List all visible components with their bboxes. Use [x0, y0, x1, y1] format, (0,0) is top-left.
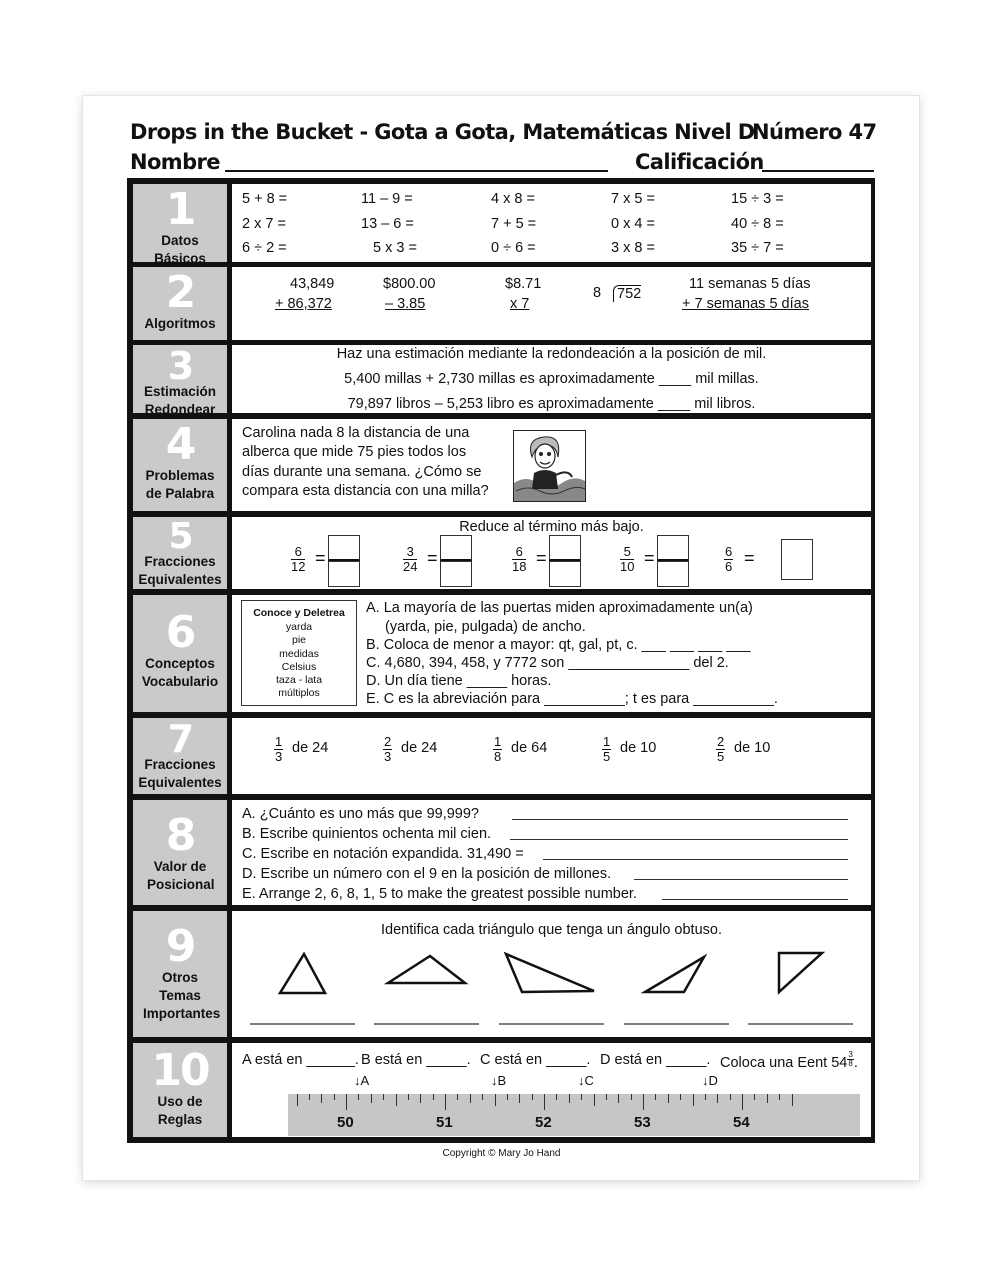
multiplicand: $8.71: [505, 276, 542, 292]
word-problem-line: alberca que mide 75 pies todos los: [242, 444, 467, 460]
fact: 15 ÷ 3 =: [731, 191, 784, 207]
ruler-tick: [433, 1094, 434, 1100]
ruler-question-d: D está en _____.: [600, 1052, 711, 1068]
fraction: $\frac{6}{18}$: [512, 544, 527, 574]
fraction: $\frac{6}{6}$: [725, 544, 733, 574]
section-number: 4: [165, 419, 195, 470]
ruler-tick: [717, 1094, 718, 1103]
triangle-4: [645, 957, 704, 992]
time-top: 11 semanas 5 días: [689, 276, 811, 292]
ruler-tick: [371, 1094, 372, 1103]
ruler-tick: [309, 1094, 310, 1100]
numerator-answer-box[interactable]: [440, 535, 472, 561]
place-value-item-b: B. Escribe quinientos ochenta mil cien.: [242, 826, 492, 842]
section-label-9: [133, 911, 227, 1037]
section-number: 2: [165, 267, 195, 318]
fact: 3 x 8 =: [611, 240, 655, 256]
answer-line[interactable]: [662, 899, 848, 900]
ruler-tick: [346, 1094, 347, 1110]
concept-item-c: C. 4,680, 394, 458, y 7772 son _______________ del 2.: [366, 655, 729, 671]
fact: 11 – 9 =: [361, 191, 413, 207]
ruler-tick: [556, 1094, 557, 1100]
section-label-4: [133, 419, 227, 511]
ruler-number: 52: [535, 1114, 552, 1131]
section-label-1: [133, 184, 227, 266]
ruler-tick: [680, 1094, 681, 1100]
ruler: [288, 1094, 860, 1136]
ruler-tick: [606, 1094, 607, 1100]
ruler-tick: [569, 1094, 570, 1103]
mixed-fraction: $\frac{3}{8}$: [848, 1050, 853, 1068]
ruler-tick: [544, 1094, 545, 1110]
fraction: $\frac{1}{8}$: [494, 734, 502, 764]
section-content-7: [232, 718, 871, 794]
addend-top: 43,849: [290, 276, 335, 292]
section-name: Datos Básicos: [154, 233, 206, 266]
ruler-question-b: B está en _____.: [361, 1052, 471, 1068]
ruler-tick: [482, 1094, 483, 1100]
concept-item-a: A. La mayoría de las puertas miden aproximadamente un(a): [366, 600, 753, 616]
fact: 2 x 7 =: [242, 216, 286, 232]
concept-item-b: B. Coloca de menor a mayor: qt, gal, pt, c. ___ ___ ___ ___: [366, 637, 751, 653]
fact: 6 ÷ 2 =: [242, 240, 287, 256]
answer-line[interactable]: [512, 819, 848, 820]
ruler-tick: [693, 1094, 694, 1106]
worksheet-number: Número 47: [752, 120, 877, 144]
triangles: [232, 940, 871, 1035]
ruler-tick: [631, 1094, 632, 1100]
word-problem-line: compara esta distancia con una milla?: [242, 483, 489, 499]
estimation-problem-2: 79,897 libros – 5,253 libro es aproximadamente ____ mil libros.: [347, 396, 756, 412]
triangle-5: [779, 953, 822, 992]
ruler-number: 50: [337, 1114, 354, 1131]
ruler-tick: [321, 1094, 322, 1103]
numerator-answer-box[interactable]: [549, 535, 581, 561]
section-name: Fracciones Equivalentes: [138, 554, 222, 587]
copyright: Copyright © Mary Jo Hand: [442, 1148, 561, 1159]
grade-label: Calificación: [635, 150, 764, 174]
section-number: 8: [165, 810, 195, 861]
fact: 5 + 8 =: [242, 191, 288, 207]
section-label-2: [133, 267, 227, 340]
fraction: $\frac{6}{12}$: [291, 544, 306, 574]
triangle-2: [388, 956, 465, 983]
section-name: Otros Temas Importantes: [143, 970, 221, 1021]
vocabulary-word: múltiplos: [278, 687, 320, 700]
divisor: 8: [593, 285, 602, 301]
fact: 40 ÷ 8 =: [731, 216, 784, 232]
estimation-instruction: Haz una estimación mediante la redondeación a la posición de mil.: [336, 346, 767, 362]
fraction-of-text: de 10: [620, 740, 657, 756]
ruler-tick: [396, 1094, 397, 1106]
fact: 0 x 4 =: [611, 216, 655, 232]
vocabulary-word: Celsius: [281, 660, 317, 673]
ruler-question-e-text: Coloca una Eent 54: [720, 1055, 848, 1071]
fact: 5 x 3 =: [373, 240, 417, 256]
ruler-tick: [408, 1094, 409, 1100]
section-name: Valor de Posicional: [147, 859, 215, 892]
marker-b: ↓B: [491, 1073, 507, 1088]
triangle-instruction: Identifica cada triángulo que tenga un ángulo obtuso.: [380, 922, 722, 938]
vocabulary-title: Conoce y Deletrea: [253, 607, 345, 619]
estimation-problem-1: 5,400 millas + 2,730 millas es aproximadamente ____ mil millas.: [344, 371, 759, 387]
fraction: $\frac{1}{5}$: [603, 734, 611, 764]
vocabulary-box: [241, 600, 357, 706]
place-value-item-e: E. Arrange 2, 6, 8, 1, 5 to make the greatest possible number.: [242, 886, 637, 902]
section-name: Fracciones Equivalentes: [138, 757, 222, 790]
section-name: Algoritmos: [144, 316, 216, 331]
ruler-tick: [519, 1094, 520, 1103]
fraction-of-text: de 64: [511, 740, 548, 756]
ruler-tick: [358, 1094, 359, 1100]
answer-line[interactable]: [634, 879, 848, 880]
equals-sign: =: [744, 548, 755, 568]
fraction: $\frac{1}{3}$: [275, 734, 283, 764]
section-name: Uso de Reglas: [157, 1094, 203, 1127]
ruler-tick: [779, 1094, 780, 1100]
section-label-10: [133, 1043, 227, 1137]
equals-sign: =: [644, 548, 655, 568]
equals-sign: =: [427, 548, 438, 568]
fact: 13 – 6 =: [361, 216, 414, 232]
marker-d: ↓D: [702, 1073, 718, 1088]
grade-line[interactable]: [762, 170, 874, 172]
section-number: 5: [168, 516, 192, 557]
ruler-number: 54: [733, 1114, 750, 1131]
ruler-tick: [470, 1094, 471, 1103]
concept-item-d: D. Un día tiene _____ horas.: [366, 673, 552, 689]
section-label-3: [133, 344, 227, 417]
marker-a: ↓A: [354, 1073, 370, 1088]
concept-item-e: E. C es la abreviación para __________; t es para __________.: [366, 691, 778, 707]
section-number: 1: [165, 184, 195, 235]
section-label-7: [133, 718, 227, 794]
name-label: Nombre: [130, 150, 220, 174]
ruler-tick: [668, 1094, 669, 1103]
reduce-instruction: Reduce al término más bajo.: [459, 519, 644, 535]
fraction: $\frac{2}{5}$: [717, 734, 725, 764]
ruler-question-c: C está en _____.: [480, 1052, 591, 1068]
section-name: Conceptos Vocabulario: [141, 656, 219, 689]
ruler-tick: [495, 1094, 496, 1106]
swimmer-illustration: [513, 430, 586, 502]
place-value-item-a: A. ¿Cuánto es uno más que 99,999?: [242, 806, 479, 822]
ruler-tick: [334, 1094, 335, 1100]
equals-sign: =: [536, 548, 547, 568]
ruler-tick: [594, 1094, 595, 1106]
vocabulary-word: pie: [291, 634, 306, 647]
answer-line[interactable]: [510, 839, 848, 840]
ruler-tick: [297, 1094, 298, 1106]
ruler-tick: [730, 1094, 731, 1100]
section-number: 3: [167, 344, 193, 388]
vocabulary-word: taza - lata: [275, 674, 323, 687]
triangle-3: [506, 954, 594, 992]
ruler-tick: [767, 1094, 768, 1103]
concept-item-a-cont: (yarda, pie, pulgada) de ancho.: [385, 619, 586, 635]
denominator-answer-box[interactable]: [440, 561, 472, 587]
name-line[interactable]: [225, 170, 608, 172]
section-label-8: [133, 800, 227, 905]
ruler-number: 53: [634, 1114, 651, 1131]
place-value-item-d: D. Escribe un número con el 9 en la posición de millones.: [242, 866, 612, 882]
equals-sign: =: [315, 548, 326, 568]
section-number: 7: [167, 717, 193, 761]
denominator-answer-box[interactable]: [328, 561, 360, 587]
fact: 35 ÷ 7 =: [731, 240, 784, 256]
numerator-answer-box[interactable]: [657, 535, 689, 561]
ruler-tick: [754, 1094, 755, 1100]
ruler-tick: [792, 1094, 793, 1106]
section-name: Problemas de Palabra: [145, 468, 215, 501]
fraction: $\frac{3}{24}$: [403, 544, 418, 574]
fact: 7 x 5 =: [611, 191, 655, 207]
ruler-tick: [507, 1094, 508, 1100]
ruler-tick: [445, 1094, 446, 1110]
section-number: 6: [165, 607, 195, 658]
section-number: 10: [151, 1045, 209, 1096]
vocabulary-word: medidas: [279, 647, 319, 660]
multiplier: x 7: [510, 296, 530, 312]
vocabulary-word: yarda: [285, 621, 313, 634]
section-name: Estimación Redondear: [143, 384, 217, 417]
ruler-tick: [457, 1094, 458, 1100]
fraction-of-text: de 10: [734, 740, 771, 756]
whole-answer-box[interactable]: [781, 539, 813, 580]
ruler-tick: [618, 1094, 619, 1103]
answer-line[interactable]: [543, 859, 848, 860]
triangle-1: [280, 954, 325, 993]
ruler-question-e: Coloca una Eent 54 $\frac{3}{8}$.: [720, 1050, 858, 1071]
minuend: $800.00: [383, 276, 436, 292]
section-label-5: [133, 517, 227, 589]
ruler-number: 51: [436, 1114, 453, 1131]
addend-bottom: + 86,372: [275, 296, 332, 312]
fraction: $\frac{2}{3}$: [384, 734, 392, 764]
time-bottom: + 7 semanas 5 días: [682, 296, 809, 312]
ruler-tick: [420, 1094, 421, 1103]
section-number: 9: [165, 921, 195, 972]
denominator-answer-box[interactable]: [657, 561, 689, 587]
denominator-answer-box[interactable]: [549, 561, 581, 587]
subtrahend: – 3.85: [385, 296, 426, 312]
fact: 4 x 8 =: [491, 191, 535, 207]
section-label-6: [133, 595, 227, 712]
fraction-of-text: de 24: [292, 740, 329, 756]
ruler-question-a: A está en ______.: [242, 1052, 359, 1068]
dividend: 752: [613, 285, 641, 302]
ruler-tick: [655, 1094, 656, 1100]
marker-c: ↓C: [578, 1073, 594, 1088]
ruler-tick: [643, 1094, 644, 1110]
word-problem-line: días durante una semana. ¿Cómo se: [242, 464, 482, 480]
place-value-item-c: C. Escribe en notación expandida. 31,490 =: [242, 846, 524, 862]
fact: 7 + 5 =: [491, 216, 537, 232]
ruler-tick: [705, 1094, 706, 1100]
fact: 0 ÷ 6 =: [491, 240, 536, 256]
ruler-tick: [581, 1094, 582, 1100]
fraction-of-text: de 24: [401, 740, 438, 756]
numerator-answer-box[interactable]: [328, 535, 360, 561]
ruler-tick: [383, 1094, 384, 1100]
fraction: $\frac{5}{10}$: [620, 544, 635, 574]
ruler-tick: [532, 1094, 533, 1100]
word-problem-line: Carolina nada 8 la distancia de una: [242, 425, 470, 441]
worksheet-title: Drops in the Bucket - Gota a Gota, Matemáticas Nivel D: [130, 120, 755, 144]
ruler-tick: [742, 1094, 743, 1110]
